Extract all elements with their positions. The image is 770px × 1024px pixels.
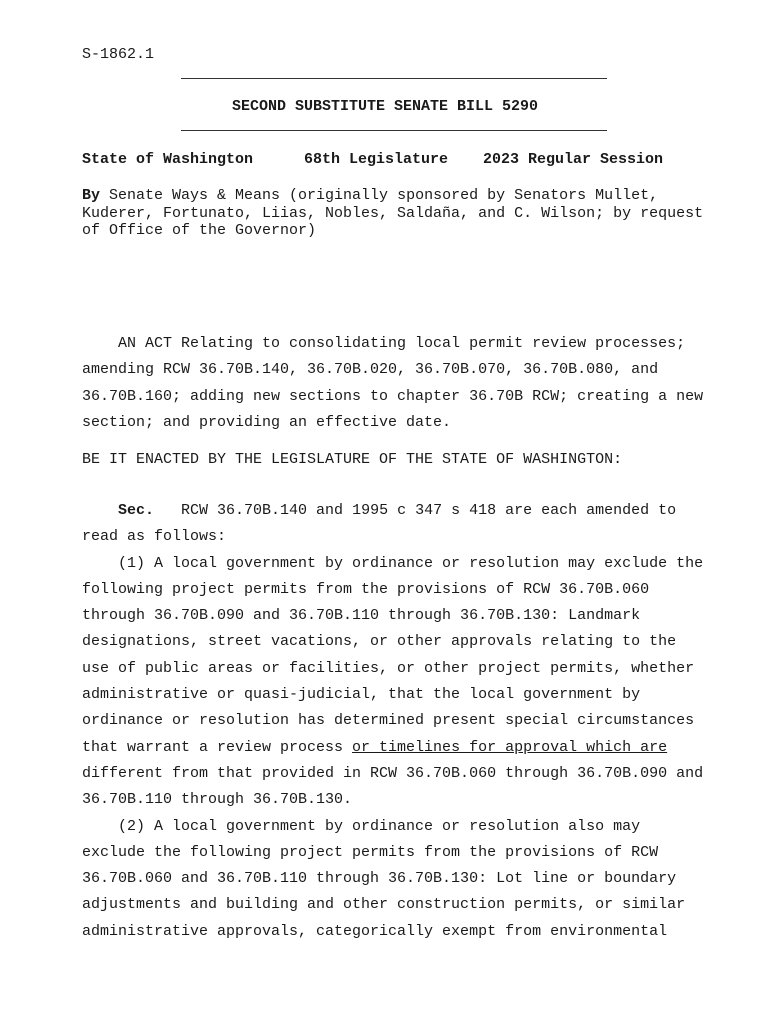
paragraph-2-line: adjustments and building and other construction permits, or similar bbox=[82, 896, 686, 914]
legislature-label: 68th Legislature bbox=[304, 151, 449, 168]
paragraph-1-line: designations, street vacations, or other approvals relating to the bbox=[82, 633, 677, 651]
paragraph-2-line: 36.70B.060 and 36.70B.110 through 36.70B.130: Lot line or boundary bbox=[82, 870, 677, 888]
inserted-text: or timelines for approval which are bbox=[352, 738, 668, 756]
bill-title: SECOND SUBSTITUTE SENATE BILL 5290 bbox=[231, 98, 539, 115]
title-rule-bottom bbox=[181, 130, 607, 131]
section-label: Sec. bbox=[118, 502, 155, 519]
sponsor-block bbox=[82, 187, 722, 240]
session-label: 2023 Regular Session bbox=[483, 151, 664, 168]
amended-prefix: that warrant a review process bbox=[82, 738, 353, 756]
act-title-line: section; and providing an effective date. bbox=[82, 413, 452, 431]
sponsor-line-1 bbox=[82, 187, 722, 205]
paragraph-2-line: exclude the following project permits from the provisions of RCW bbox=[82, 843, 659, 861]
section-indent bbox=[82, 502, 118, 519]
paragraph-2-line: administrative approvals, categorically exempt from environmental bbox=[82, 922, 668, 940]
paragraph-2-line: (2) A local government by ordinance or resolution also may bbox=[82, 817, 641, 835]
enacting-clause: BE IT ENACTED BY THE LEGISLATURE OF THE STATE OF WASHINGTON: bbox=[82, 451, 623, 468]
sponsor-line-3: of Office of the Governor) bbox=[82, 222, 317, 239]
paragraph-1-line: (1) A local government by ordinance or resolution may exclude the bbox=[82, 554, 704, 572]
act-title-line: amending RCW 36.70B.140, 36.70B.020, 36.70B.070, 36.70B.080, and bbox=[82, 361, 659, 379]
paragraph-1-line: use of public areas or facilities, or other project permits, whether bbox=[82, 659, 695, 677]
section-intro-text: RCW 36.70B.140 and 1995 c 347 s 418 are each amended to bbox=[154, 502, 677, 519]
sponsor-line-2: Kuderer, Fortunato, Liias, Nobles, Saldaña, and C. Wilson; by request bbox=[82, 204, 704, 222]
paragraph-1-line: administrative or quasi-judicial, that the local government by bbox=[82, 686, 641, 704]
bill-id: S-1862.1 bbox=[82, 46, 155, 63]
section-body bbox=[82, 498, 742, 945]
act-title-line: AN ACT Relating to consolidating local permit review processes; bbox=[82, 335, 686, 352]
state-label: State of Washington bbox=[82, 151, 254, 168]
act-title-line: 36.70B.160; adding new sections to chapter 36.70B RCW; creating a new bbox=[82, 387, 704, 405]
paragraph-1-line: 36.70B.110 through 36.70B.130. bbox=[82, 791, 353, 809]
paragraph-1-line: following project permits from the provisions of RCW 36.70B.060 bbox=[82, 580, 650, 598]
paragraph-1-line-amended bbox=[82, 735, 742, 761]
paragraph-1-line: through 36.70B.090 and 36.70B.110 through 36.70B.130: Landmark bbox=[82, 607, 641, 625]
section-intro-line-2: read as follows: bbox=[82, 528, 227, 546]
act-title bbox=[82, 331, 742, 436]
by-label: By bbox=[82, 187, 101, 204]
title-rule-top bbox=[181, 78, 607, 79]
paragraph-1-line: ordinance or resolution has determined present special circumstances bbox=[82, 712, 695, 730]
paragraph-1-line: different from that provided in RCW 36.70B.060 through 36.70B.090 and bbox=[82, 764, 704, 782]
sponsor-text-1: Senate Ways & Means (originally sponsored by Senators Mullet, bbox=[100, 187, 659, 204]
section-intro-line bbox=[82, 498, 742, 524]
